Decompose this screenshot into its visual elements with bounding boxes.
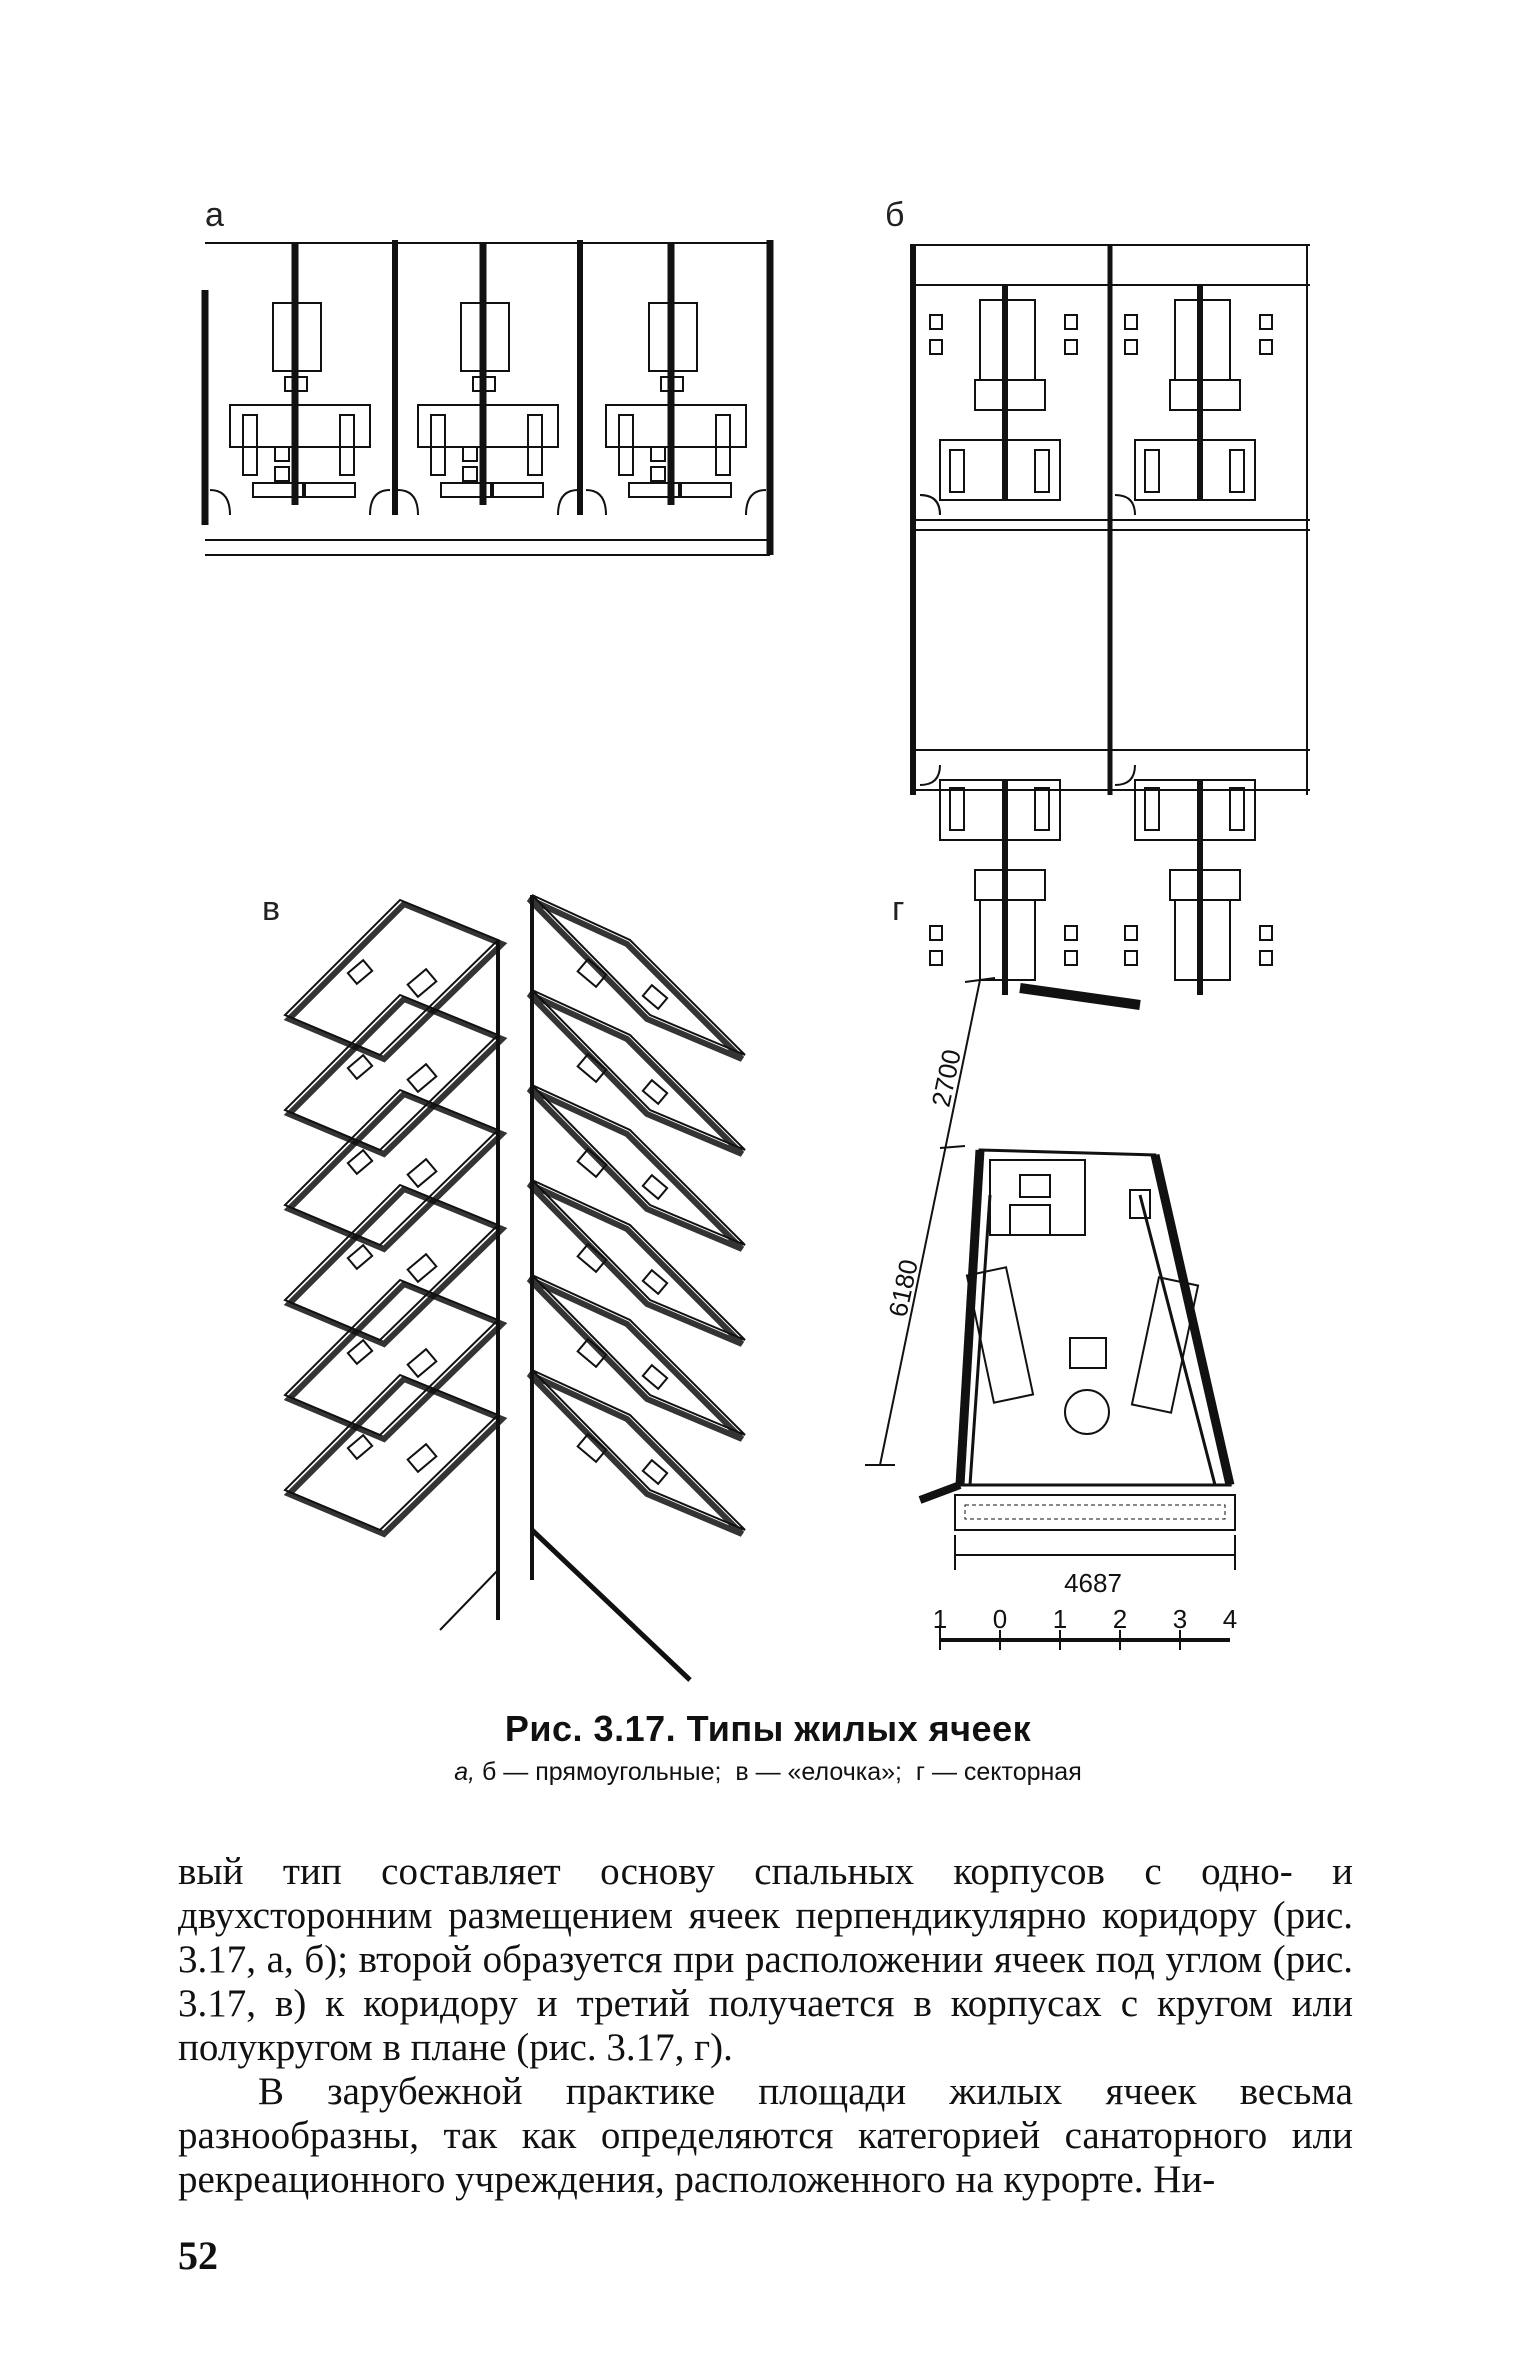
paragraph: В зарубежной практике площади жилых ячеек весьма разнообразны, так как определяются категорией санаторного или рекреационного учреждения, расположенного на курорте. Ни- — [178, 2070, 1353, 2201]
body-text — [178, 1850, 1353, 2202]
scale-tick-label: 4 — [1222, 1604, 1238, 1634]
figure-caption-title: Рис. 3.17. Типы жилых ячеек — [504, 1708, 1032, 1749]
panel-label-a: а — [205, 196, 224, 234]
panel-label-v: в — [262, 890, 281, 928]
dim-2700: 2700 — [925, 1046, 967, 1110]
panel-label-b: б — [885, 196, 905, 234]
scale-tick-label: 2 — [1112, 1604, 1128, 1634]
plan-g-sector — [860, 960, 1260, 1680]
caption-legend-g: г — секторная — [915, 1758, 1082, 1786]
dim-4687: 4687 — [1064, 1568, 1122, 1598]
panel-label-g: г — [892, 890, 905, 928]
scale-tick-label: 1 — [932, 1604, 948, 1634]
plan-v-herringbone — [270, 880, 770, 1700]
page-number: 52 — [178, 2233, 218, 2278]
figure-caption-legend — [0, 1758, 1536, 1787]
caption-legend-a: а, — [454, 1758, 476, 1786]
scale-tick-label: 3 — [1172, 1604, 1188, 1634]
scale-tick-label: 1 — [1052, 1604, 1068, 1634]
scale-tick-label: 0 — [992, 1604, 1008, 1634]
caption-legend-b: б — прямоугольные; — [482, 1758, 722, 1786]
caption-legend-v: в — «елочка»; — [735, 1758, 902, 1786]
plan-a-rectangular-cells — [195, 235, 780, 565]
dim-6180: 6180 — [882, 1256, 924, 1320]
plan-b-rectangular-double — [905, 240, 1315, 800]
paragraph: вый тип составляет основу спальных корпусов с одно- и двухсторонним размещением ячеек перпендикулярно коридору (рис. 3.17, а, б); второй образуется при расположении ячеек под углом (рис. 3.17, в) к коридору и третий получается в корпусах с кругом или полукругом в плане (рис. 3.17, г). — [178, 1850, 1353, 2069]
